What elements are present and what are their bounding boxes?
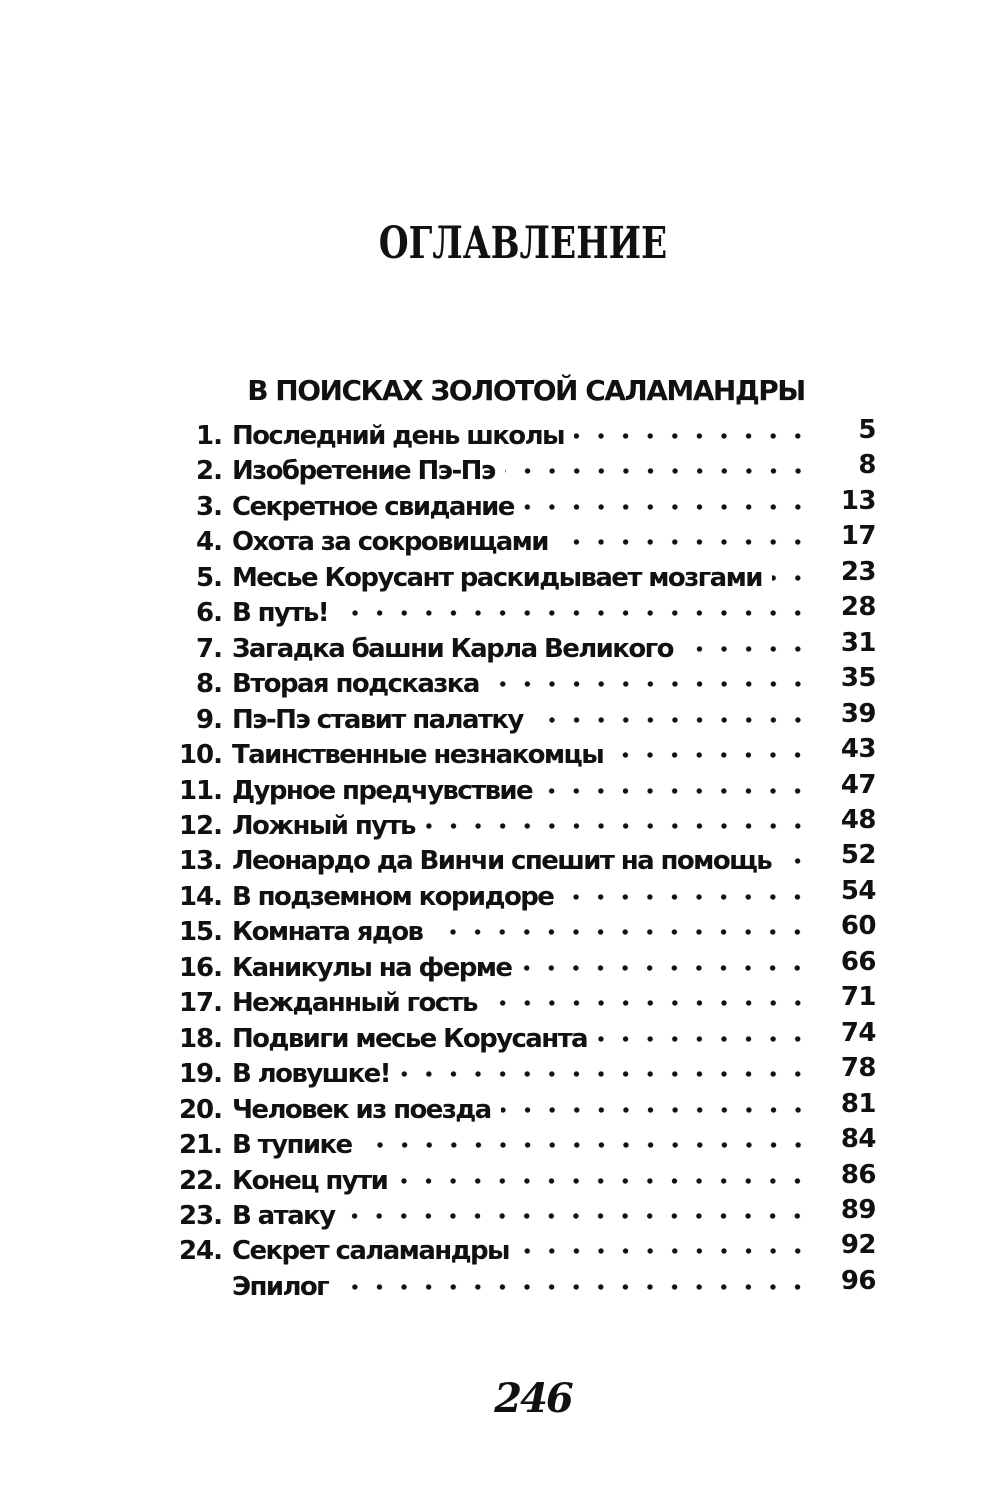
toc-entry-title: В тупике: [232, 1130, 352, 1161]
toc-entry-number: 12.: [178, 810, 222, 841]
toc-entry-number: 9.: [196, 704, 222, 735]
toc-dot-leader: [489, 679, 810, 689]
toc-entry-number: 20.: [178, 1094, 222, 1125]
toc-dot-leader: [338, 608, 810, 618]
toc-entry-title: Нежданный гость: [232, 988, 477, 1019]
toc-dot-leader: [613, 750, 810, 760]
toc-entry-number: 7.: [196, 633, 222, 664]
toc-entry-page: 74: [840, 1017, 876, 1048]
toc-entry-page: 8: [858, 450, 876, 481]
toc-dot-leader: [542, 786, 810, 796]
toc-entry-page: 71: [840, 982, 876, 1013]
toc-dot-leader: [400, 1069, 810, 1079]
toc-dot-leader: [521, 963, 810, 973]
toc-entry-title: Эпилог: [232, 1271, 329, 1302]
toc-dot-leader: [425, 821, 810, 831]
toc-dot-leader: [362, 1140, 810, 1150]
toc-entry-number: 13.: [178, 846, 222, 877]
toc-entry-number: 11.: [178, 775, 222, 806]
toc-entry-title: Дурное предчувствие: [232, 775, 533, 806]
toc-dot-leader: [519, 1246, 810, 1256]
toc-entry: [0, 1265, 1000, 1305]
toc-entry-number: 10.: [178, 740, 222, 771]
toc-dot-leader: [563, 892, 810, 902]
toc-entry-page: 60: [840, 911, 876, 942]
toc-entry-number: 22.: [178, 1165, 222, 1196]
toc-entry-number: 4.: [196, 527, 222, 558]
toc-entry-page: 52: [840, 840, 876, 871]
toc-entry-title: Вторая подсказка: [232, 669, 479, 700]
toc-entry-page: 48: [840, 804, 876, 835]
toc-dot-leader: [397, 1176, 810, 1186]
toc-dot-leader: [533, 715, 810, 725]
toc-entry-title: Каникулы на ферме: [232, 952, 512, 983]
toc-dot-leader: [344, 1211, 810, 1221]
toc-entry-page: 47: [840, 769, 876, 800]
toc-entry-number: 6.: [196, 598, 222, 629]
toc-entry-title: Охота за сокровищами: [232, 527, 548, 558]
toc-dot-leader: [505, 466, 810, 476]
toc-entry-page: 13: [840, 485, 876, 516]
toc-dot-leader: [524, 502, 810, 512]
toc-entry-page: 92: [840, 1230, 876, 1261]
toc-entry-title: Месье Корусант раскидывает мозгами: [232, 562, 762, 593]
toc-entry-title: Таинственные незнакомцы: [232, 740, 604, 771]
toc-dot-leader: [487, 998, 810, 1008]
toc-entry-page: 78: [840, 1053, 876, 1084]
toc-entry-page: 39: [840, 698, 876, 729]
toc-entry-number: 21.: [178, 1130, 222, 1161]
toc-dot-leader: [781, 856, 810, 866]
toc-entry-page: 35: [840, 663, 876, 694]
toc-dot-leader: [432, 927, 810, 937]
toc-dot-leader: [558, 537, 810, 547]
toc-dot-leader: [597, 1034, 810, 1044]
toc-entry-number: 17.: [178, 988, 222, 1019]
toc-entry-title: В ловушке!: [232, 1059, 390, 1090]
toc-entry-page: 89: [840, 1194, 876, 1225]
toc-entry-page: 86: [840, 1159, 876, 1190]
toc-entry-page: 23: [840, 556, 876, 587]
toc-entry-title: Леонардо да Винчи спешит на помощь: [232, 846, 772, 877]
toc-entry-page: 28: [840, 592, 876, 623]
toc-entry-page: 66: [840, 946, 876, 977]
toc-entry-number: 3.: [196, 491, 222, 522]
toc-dot-leader: [574, 431, 810, 441]
toc-entry-number: 18.: [178, 1023, 222, 1054]
toc-entry-title: Конец пути: [232, 1165, 388, 1196]
toc-entry-title: Человек из поезда: [232, 1094, 491, 1125]
page-title: ОГЛАВЛЕНИЕ: [378, 218, 668, 269]
toc-entry-number: 5.: [196, 562, 222, 593]
toc-entry-title: Изобретение Пэ-Пэ: [232, 456, 495, 487]
table-of-contents: [0, 415, 1000, 1305]
toc-entry-number: 1.: [196, 421, 222, 451]
toc-entry-title: В подземном коридоре: [232, 881, 554, 912]
toc-entry-number: 19.: [178, 1059, 222, 1090]
toc-dot-leader: [683, 644, 810, 654]
toc-entry-title: В путь!: [232, 598, 328, 629]
toc-entry-title: Секрет саламандры: [232, 1236, 509, 1267]
toc-entry-title: Пэ-Пэ ставит палатку: [232, 704, 523, 735]
section-title: В ПОИСКАХ ЗОЛОТОЙ САЛАМАНДРЫ: [247, 374, 805, 407]
toc-entry-title: Комната ядов: [232, 917, 423, 948]
toc-entry-title: Загадка башни Карла Великого: [232, 633, 673, 664]
toc-entry-number: 15.: [178, 917, 222, 948]
toc-entry-number: 14.: [178, 881, 222, 912]
toc-entry-page: 5: [858, 415, 876, 445]
toc-entry-page: 31: [840, 627, 876, 658]
toc-entry-page: 81: [840, 1088, 876, 1119]
toc-entry-number: 23.: [178, 1200, 222, 1231]
toc-dot-leader: [772, 573, 810, 583]
toc-dot-leader: [501, 1105, 810, 1115]
page-number: 246: [494, 1375, 572, 1422]
toc-entry-title: Ложный путь: [232, 810, 415, 841]
toc-entry-page: 54: [840, 875, 876, 906]
toc-entry-title: Подвиги месье Корусанта: [232, 1023, 587, 1054]
toc-entry-title: Последний день школы: [232, 421, 564, 451]
toc-entry-title: В атаку: [232, 1200, 335, 1231]
toc-entry-page: 17: [840, 521, 876, 552]
toc-dot-leader: [338, 1282, 810, 1292]
toc-entry-page: 96: [840, 1265, 876, 1296]
toc-entry-number: 16.: [178, 952, 222, 983]
toc-entry-number: 24.: [178, 1236, 222, 1267]
toc-entry-title: Секретное свидание: [232, 491, 514, 522]
toc-entry-number: 8.: [196, 669, 222, 700]
toc-entry-number: 2.: [196, 456, 222, 487]
toc-entry-page: 43: [840, 734, 876, 765]
toc-entry-page: 84: [840, 1124, 876, 1155]
